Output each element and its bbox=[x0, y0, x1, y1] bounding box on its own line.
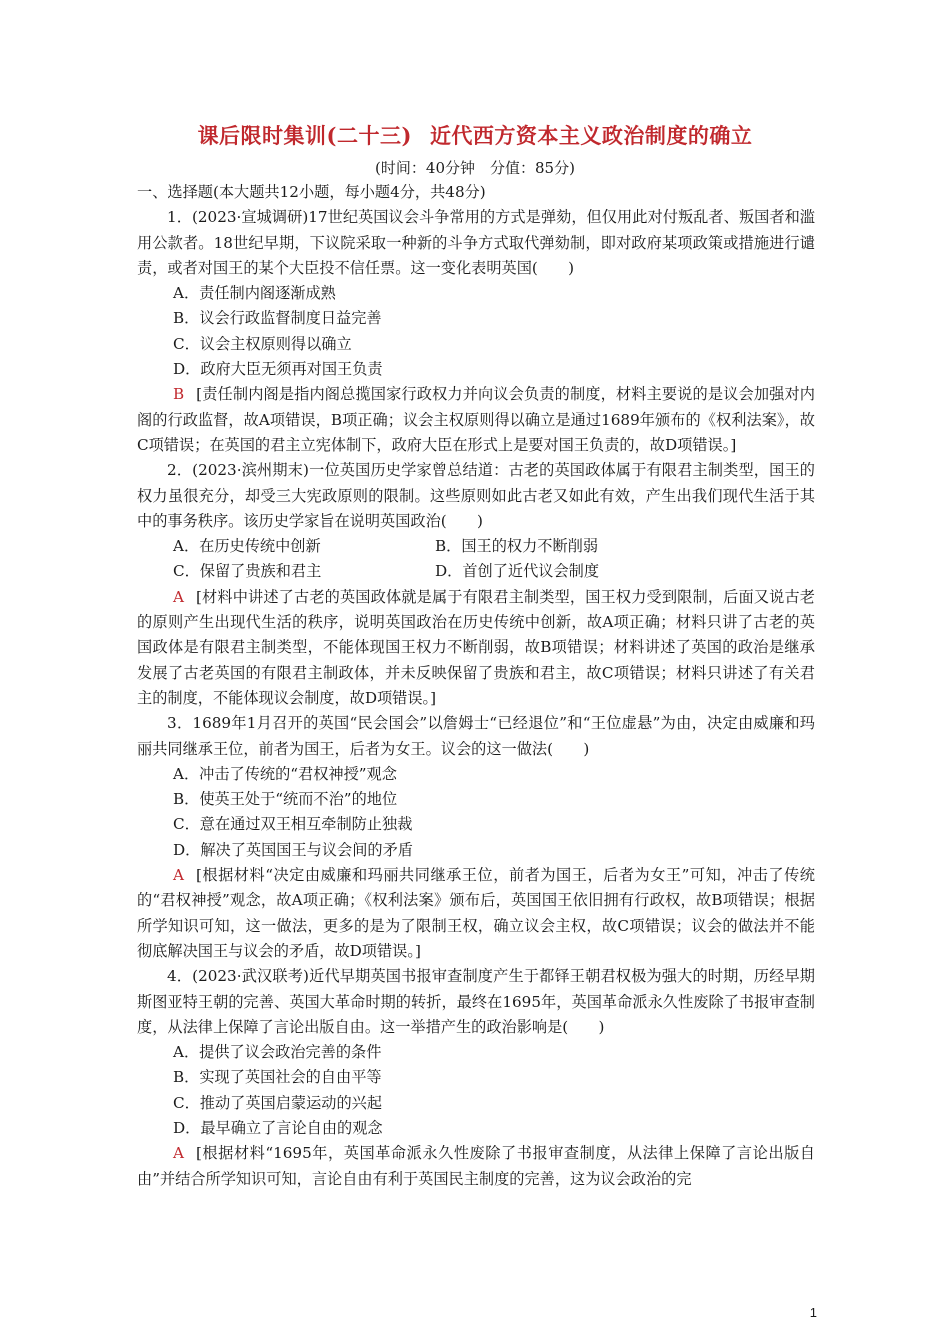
question-content bbox=[137, 180, 815, 1192]
answer-letter: A bbox=[173, 1144, 184, 1163]
answer-explanation bbox=[137, 382, 815, 458]
explanation-text: [根据材料“决定由威廉和玛丽共同继承王位，前者为国王，后者为女王”可知，冲击了传统的“君权神授”观念，故A项正确；《权利法案》颁布后，英国国王依旧拥有行政权，故B项错误；根据所学知识可知，这一做法，更多的是为了限制王权，确立议会主权，故C项错误；议会的做法并不能彻底解决国王与议会的矛盾，故D项错误。] bbox=[137, 866, 815, 960]
answer-explanation bbox=[137, 863, 815, 964]
option-b: B．议会行政监督制度日益完善 bbox=[173, 309, 382, 328]
option-c: C．保留了贵族和君主 bbox=[173, 562, 322, 581]
option-row bbox=[137, 534, 815, 559]
option-c: C．推动了英国启蒙运动的兴起 bbox=[173, 1093, 383, 1112]
title-part-2: 近代西方资本主义政治制度的确立 bbox=[429, 123, 753, 148]
page-number: 1 bbox=[809, 1305, 817, 1320]
time-score-info: (时间：40分钟 分值：85分) bbox=[375, 159, 575, 177]
option-a: A．提供了议会政治完善的条件 bbox=[173, 1043, 382, 1062]
answer-explanation bbox=[137, 1141, 815, 1192]
option-d: D．政府大臣无须再对国王负责 bbox=[173, 360, 383, 379]
option-a: A．责任制内阁逐渐成熟 bbox=[173, 284, 336, 303]
option-b: B．使英王处于“统而不治”的地位 bbox=[173, 790, 398, 809]
option-c: C．议会主权原则得以确立 bbox=[173, 334, 352, 353]
answer-letter: A bbox=[173, 866, 184, 885]
explanation-text: [根据材料“1695年，英国革命派永久性废除了书报审查制度，从法律上保障了言论出版自由”并结合所学知识可知，言论自由有利于英国民主制度的完善，这为议会政治的完 bbox=[137, 1144, 815, 1188]
explanation-text: [材料中讲述了古老的英国政体就是属于有限君主制类型，国王权力受到限制，后面又说古老的原则产生出现代生活的秩序，说明英国政治在历史传统中创新，故A项正确；材料只讲了古老的英国政体是有限君主制类型，不能体现国王权力不断削弱，故B项错误；材料讲述了英国的政治是继承发展了古老英国的有限君主制政体，并未反映保留了贵族和君主，故C项错误；材料只讲述了有关君主的制度，不能体现议会制度，故D项错误。] bbox=[137, 587, 815, 707]
page-title bbox=[0, 120, 950, 150]
explanation-text: [责任制内阁是指内阁总揽国家行政权力并向议会负责的制度，材料主要说的是议会加强对内阁的行政监督，故A项错误，B项正确；议会主权原则得以确立是通过1689年颁布的《权利法案》，故C项错误；在英国的君主立宪体制下，政府大臣在形式上是要对国王负责的，故D项错误。] bbox=[137, 385, 815, 454]
question-stem: 2．(2023·滨州期末)一位英国历史学家曾总结道：古老的英国政体属于有限君主制类型，国王的权力虽很充分，却受三大宪政原则的限制。这些原则如此古老又如此有效，产生出我们现代生活于其中的事务秩序。该历史学家旨在说明英国政治( ) bbox=[137, 461, 815, 530]
option-a: A．在历史传统中创新 bbox=[173, 537, 321, 556]
option-d: D．解决了英国国王与议会间的矛盾 bbox=[173, 840, 413, 859]
option-b: B．实现了英国社会的自由平等 bbox=[173, 1068, 382, 1087]
answer-letter: B bbox=[173, 385, 185, 404]
option-b: B．国王的权力不断削弱 bbox=[435, 537, 599, 556]
option-a: A．冲击了传统的“君权神授”观念 bbox=[173, 764, 397, 783]
option-c: C．意在通过双王相互牵制防止独裁 bbox=[173, 815, 413, 834]
answer-letter: A bbox=[173, 587, 184, 606]
option-d: D．最早确立了言论自由的观念 bbox=[173, 1118, 383, 1137]
question-stem: 3．1689年1月召开的英国“民会国会”以詹姆士“已经退位”和“王位虚悬”为由，决定由威廉和玛丽共同继承王位，前者为国王，后者为女王。议会的这一做法( ) bbox=[137, 714, 815, 758]
question-stem: 1．(2023·宣城调研)17世纪英国议会斗争常用的方式是弹劾，但仅用此对付叛乱者、叛国者和滥用公款者。18世纪早期，下议院采取一种新的斗争方式取代弹劾制，即对政府某项政策或措施进行谴责，或者对国王的某个大臣投不信任票。这一变化表明英国( ) bbox=[137, 208, 815, 277]
section-heading: 一、选择题(本大题共12小题，每小题4分，共48分) bbox=[137, 183, 486, 201]
answer-explanation bbox=[137, 585, 815, 711]
option-row bbox=[137, 559, 815, 584]
question-stem: 4．(2023·武汉联考)近代早期英国书报审查制度产生于都铎王朝君权极为强大的时期，历经早期斯图亚特王朝的完善、英国大革命时期的转折，最终在1695年，英国革命派永久性废除了书报审查制度，从法律上保障了言论出版自由。这一举措产生的政治影响是( ) bbox=[137, 967, 815, 1036]
option-d: D．首创了近代议会制度 bbox=[435, 562, 600, 581]
title-part-1: 课后限时集训(二十三) bbox=[197, 123, 412, 148]
